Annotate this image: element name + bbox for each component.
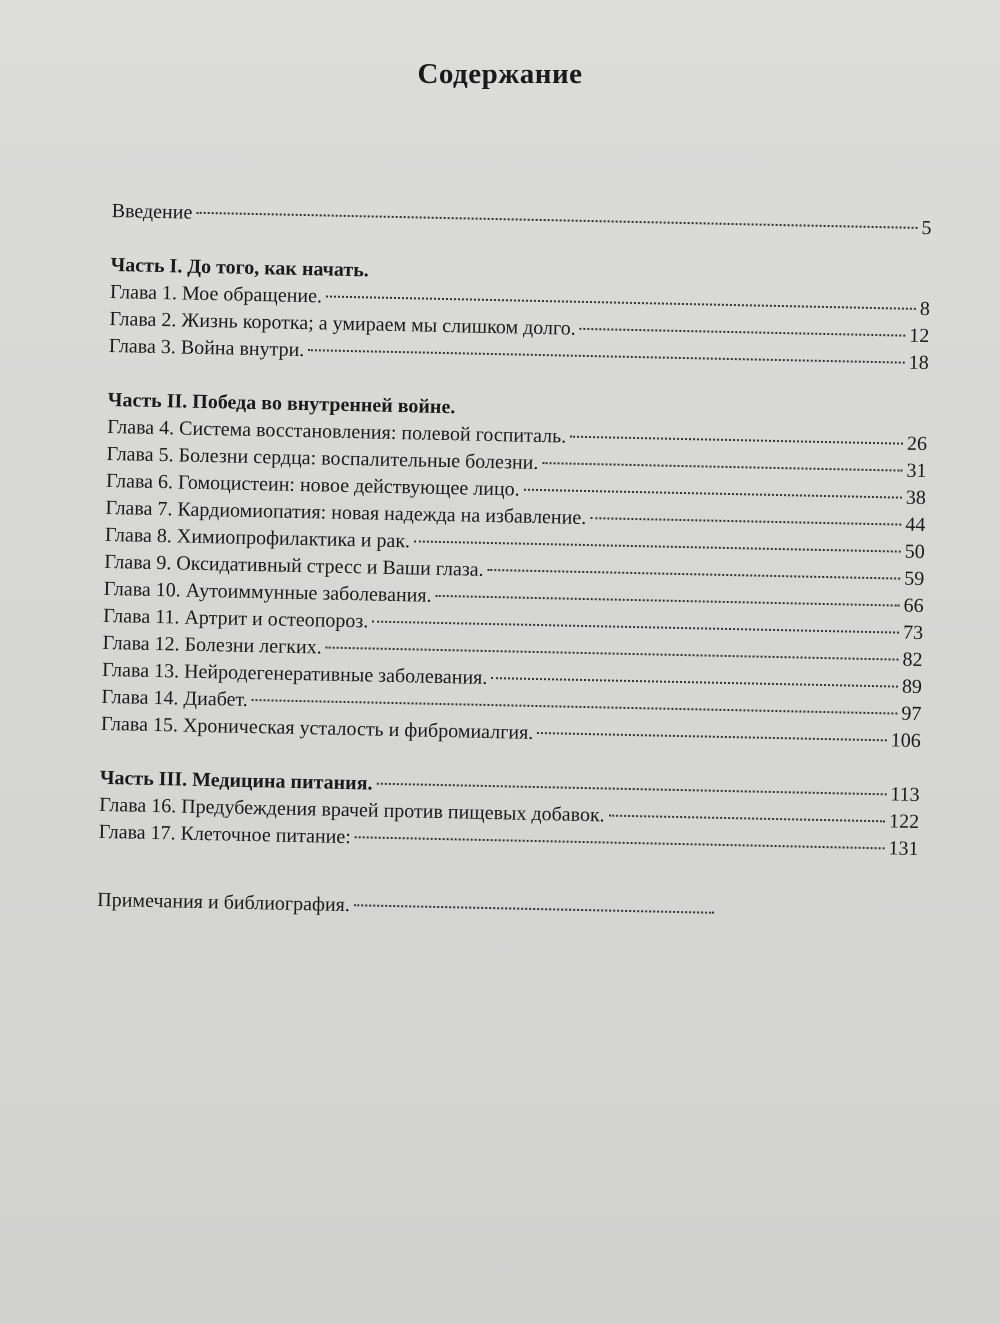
dot-leader [491, 677, 898, 688]
chapter-page: 122 [888, 810, 920, 834]
chapter-label: Глава 16. Предубеждения врачей против пищевых добавок. [99, 793, 605, 827]
chapter-page: 66 [903, 594, 924, 618]
dot-leader [414, 540, 901, 552]
chapter-page: 18 [908, 351, 929, 375]
part-heading: Часть I. До того, как начать. [110, 253, 370, 282]
chapter-page: 106 [890, 729, 922, 753]
dot-leader [590, 517, 901, 526]
dot-leader [252, 699, 898, 715]
dot-leader [354, 904, 714, 914]
chapter-label: Глава 1. Мое обращение. [109, 280, 323, 308]
chapter-label: Глава 6. Гомоцистеин: новое действующее лицо. [105, 469, 520, 501]
part-heading: Часть II. Победа во внутренней войне. [107, 388, 456, 419]
dot-leader [488, 569, 901, 580]
dot-leader [609, 815, 885, 823]
toc-intro-label: Введение [111, 199, 193, 224]
chapter-label: Глава 4. Система восстановления: полевой госпиталь. [106, 415, 567, 448]
part-heading-page: 113 [890, 783, 920, 807]
chapter-label: Глава 8. Химиопрофилактика и рак. [104, 523, 411, 553]
chapter-page: 8 [919, 297, 931, 321]
dot-leader [580, 328, 906, 337]
chapter-page: 89 [901, 675, 923, 699]
page-title: Содержание [417, 58, 583, 90]
dot-leader [542, 462, 902, 472]
dot-leader [537, 732, 887, 741]
part-heading: Часть III. Медицина питания. [99, 766, 373, 795]
dot-leader [377, 783, 887, 796]
toc-notes-row [97, 887, 917, 931]
toc-intro-row [111, 198, 931, 242]
chapter-label: Глава 17. Клеточное питание: [98, 820, 352, 849]
chapter-page: 31 [906, 459, 927, 483]
chapter-page: 50 [904, 540, 925, 564]
dot-leader [570, 436, 903, 445]
chapter-page: 38 [905, 486, 927, 510]
toc-intro-page: 5 [921, 216, 932, 240]
chapter-page: 82 [902, 648, 923, 672]
chapter-label: Глава 15. Хроническая усталость и фибромиалгия. [100, 712, 534, 744]
dot-leader [308, 349, 904, 363]
dot-leader [436, 595, 900, 607]
chapter-label: Глава 5. Болезни сердца: воспалительные болезни. [106, 442, 539, 474]
chapter-label: Глава 12. Болезни легких. [102, 631, 322, 659]
chapter-page: 97 [901, 702, 922, 726]
dot-leader [355, 836, 885, 849]
dot-leader [326, 647, 899, 661]
chapter-label: Глава 9. Оксидативный стресс и Ваши глаза. [104, 550, 484, 581]
dot-leader [326, 296, 916, 310]
chapter-label: Глава 13. Нейродегенеративные заболевания. [101, 658, 488, 689]
table-of-contents [97, 198, 932, 931]
dot-leader [196, 212, 917, 229]
dot-leader [372, 621, 899, 634]
dot-leader [524, 489, 902, 499]
notes-label: Примечания и библиография. [97, 888, 351, 917]
chapter-label: Глава 3. Война внутри. [108, 334, 305, 362]
chapter-page: 59 [903, 567, 925, 591]
chapter-label: Глава 11. Артрит и остеопороз. [103, 604, 369, 633]
chapter-page: 73 [902, 621, 924, 645]
chapter-page: 44 [905, 513, 926, 537]
chapter-label: Глава 7. Кардиомиопатия: новая надежда на избавление. [105, 496, 587, 529]
chapter-label: Глава 10. Аутоиммунные заболевания. [103, 577, 432, 607]
chapter-page: 26 [906, 432, 928, 456]
chapter-page: 131 [888, 837, 919, 861]
chapter-label: Глава 2. Жизнь коротка; а умираем мы слишком долго. [109, 307, 576, 340]
chapter-label: Глава 14. Диабет. [101, 685, 248, 711]
chapter-page: 12 [909, 324, 930, 348]
